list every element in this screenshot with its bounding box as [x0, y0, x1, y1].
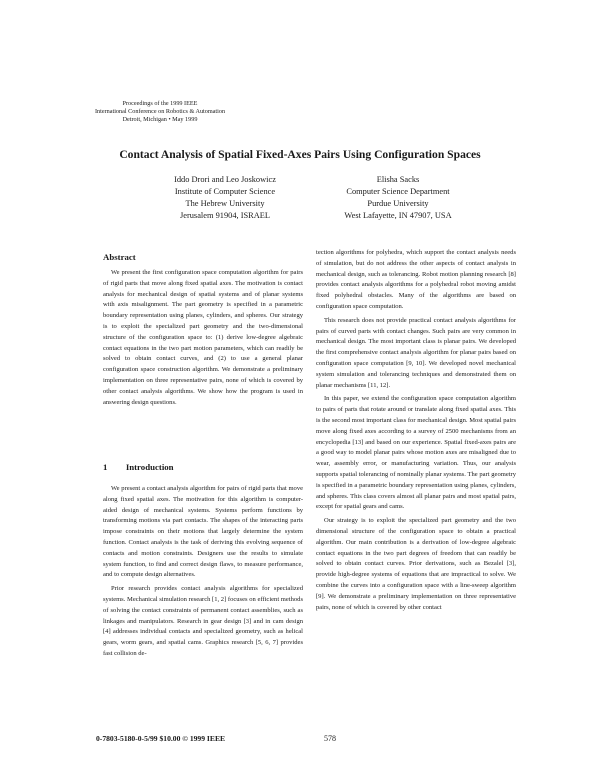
page-number: 578: [324, 734, 336, 743]
right-paragraph-3: In this paper, we extend the configuration space computation algorithm to pairs of parts that rotate around or translate along fixed spatial axes. This is the second most important class for mechanical design. Most spatial pairs move along fixed axes according to a survey of 2500 mechanisms from an encyclopedia [13] and based on our experience. Spatial fixed-axes pairs are a good way to model planar pairs whose motion axes are misaligned due to wear, assembly error, or manufacturing variation. Thus, our analysis supports spatial tolerancing of nominally planar systems. The part geometry is specified in a parametric boundary representation using planes, cylinders, and spheres. This class covers almost all planar pairs and most spatial pairs, except for spatial gears and cams.: [316, 395, 516, 511]
author-city-left: Jerusalem 91904, ISRAEL: [179, 211, 271, 220]
right-paragraph-4: Our strategy is to exploit the specialized part geometry and the two dimensional structure of the configuration space to obtain a practical algorithm. Our main contribution is a derivation of low-degree algebraic contact equations in the two part degrees of freedom that can readily be solved to obtain contact curves. Prior derivations, such as Bezalel [3], provide high-degree systems of equations that are impractical to solve. We combine the curves into a configuration space with a line-sweep algorithm [9]. We demonstrate a preliminary implementation on three representative pairs, none of which is covered by other contact: [316, 517, 516, 611]
conference-line-2: International Conference on Robotics & Automation: [94, 108, 226, 115]
author-names-right: Elisha Sacks: [376, 175, 420, 184]
author-city-right: West Lafayette, IN 47907, USA: [344, 211, 452, 220]
author-block-left: [133, 174, 317, 222]
intro-heading-text: Introduction: [125, 462, 174, 472]
right-paragraph-1: tection algorithms for polyhedra, which support the contact analysis needs of simulation, but do not address the other aspects of contact analysis in mechanical design, such as tolerancing. Robot motion planning research [8] provides contact analysis algorithms for a polyhedral robot moving amidst fixed polyhedral obstacles. Many of the algorithms are based on configuration space computation.: [316, 249, 516, 310]
intro-body: [103, 484, 303, 660]
right-paragraph-2: This research does not provide practical contact analysis algorithms for pairs of curved parts with contact changes. Such pairs are very common in mechanical design. The most important class is planar pairs. We developed the first comprehensive contact analysis algorithm for planar pairs based on configuration space computation [9, 10]. We developed novel mechanical system simulation and tolerancing techniques and demonstrated them on planar mechanisms [11, 12].: [316, 316, 516, 389]
intro-heading: [103, 462, 174, 472]
abstract-heading: Abstract: [103, 252, 136, 262]
intro-heading-number: 1: [103, 462, 108, 472]
right-column-body: [316, 248, 516, 613]
abstract-body: [103, 268, 303, 408]
paper-title: Contact Analysis of Spatial Fixed-Axes Pairs Using Configuration Spaces: [119, 148, 481, 161]
author-dept-left: Institute of Computer Science: [174, 187, 276, 196]
author-block-right: [318, 174, 478, 222]
intro-paragraph-1: We present a contact analysis algorithm for pairs of rigid parts that move along fixed spatial axes. The motivation for this algorithm is computer-aided design of mechanical systems. Systems perform functions by transforming motions via part contacts. The shapes of the interacting parts impose constraints on their motions that largely determine the system function. Contact analysis is the task of deriving this evolving sequence of contacts and motion constraints. Designers use the results to simulate system function, to find and correct design flaws, to measure performance, and to compute design alternatives.: [103, 485, 303, 579]
abstract-text: We present the first configuration space computation algorithm for pairs of rigid parts that move along fixed spatial axes. The motivation is contact analysis for mechanical design of spatial systems and of planar systems with axis misalignment. The part geometry is specified in a parametric boundary representation using planes, cylinders, and spheres. Our strategy is to exploit the specialized part geometry and the two-dimensional structure of the configuration space to: (1) derive low-degree algebraic contact equations in the two part motion parameters, which can readily be solved to obtain contact curves, and (2) to use a general planar configuration space construction algorithm. We demonstrate a preliminary implementation on three representative pairs, none of which is covered by other contact analysis algorithms. We show how the program is used in answering design questions.: [103, 269, 303, 406]
footer-isbn: 0-7803-5180-0-5/99 $10.00 © 1999 IEEE: [96, 734, 226, 743]
author-names-left: Iddo Drori and Leo Joskowicz: [174, 175, 276, 184]
intro-paragraph-2: Prior research provides contact analysis algorithms for specialized systems. Mechanical simulation research [1, 2] focuses on efficient methods of solving the contact constraints of permanent contact assemblies, such as linkages and manipulators. Research in gear design [3] and in cam design [4] addresses individual contacts and specialized geometry, such as helical gears, worm gears, and spatial cams. Graphics research [5, 6, 7] provides fast collision de-: [103, 585, 303, 657]
author-dept-right: Computer Science Department: [346, 187, 450, 196]
author-univ-left: The Hebrew University: [185, 199, 265, 208]
conference-line-3: Detroit, Michigan • May 1999: [122, 116, 198, 123]
conference-line-1: Proceedings of the 1999 IEEE: [122, 100, 198, 107]
author-univ-right: Purdue University: [367, 199, 429, 208]
conference-info: [80, 100, 240, 124]
